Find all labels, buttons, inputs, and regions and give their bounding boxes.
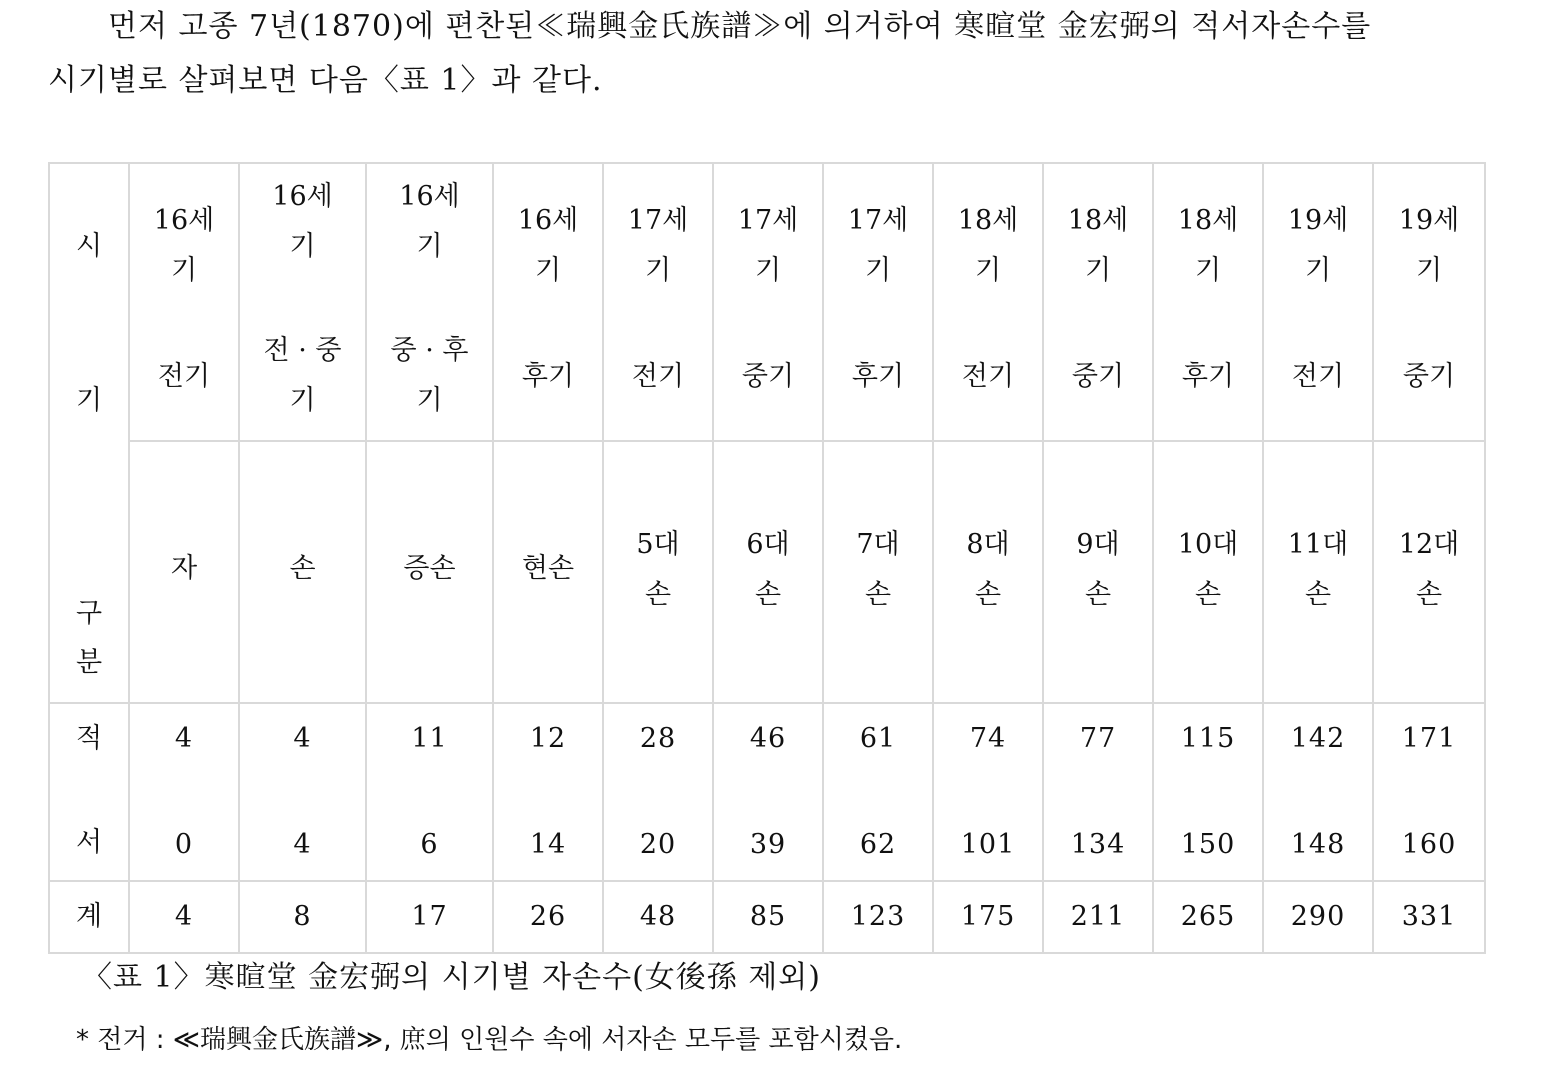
intro-line-2: 시기별로 살펴보면 다음〈표 1〉과 같다.	[48, 63, 603, 98]
generation-text: 5대	[636, 529, 680, 560]
generation-text: 11대	[1287, 529, 1349, 560]
period-text: 전기	[631, 361, 685, 392]
period-text: 중 · 후	[390, 335, 469, 366]
jeokseo-cell	[1373, 703, 1485, 881]
label-si: 시	[75, 231, 103, 262]
jeok-value: 4	[174, 723, 194, 754]
period-text: 전기	[157, 361, 211, 392]
seo-value: 20	[639, 829, 677, 860]
century-text: 18세	[1177, 205, 1239, 236]
seo-value: 39	[749, 829, 787, 860]
total-value: 175	[933, 881, 1043, 953]
label-jeok: 적	[75, 723, 103, 754]
jeok-value: 77	[1079, 723, 1117, 754]
generation-suffix: 손	[1415, 579, 1443, 610]
period-cell	[933, 163, 1043, 441]
century-text: 16세	[517, 205, 579, 236]
period-suffix: 기	[416, 385, 443, 416]
seo-value: 101	[960, 829, 1016, 860]
period-cell	[493, 163, 603, 441]
total-value: 17	[366, 881, 493, 953]
century-suffix: 기	[1304, 255, 1332, 286]
century-suffix: 기	[416, 231, 443, 262]
generation-cell	[1153, 441, 1263, 703]
total-value: 85	[713, 881, 823, 953]
period-cell	[603, 163, 713, 441]
century-suffix: 기	[864, 255, 892, 286]
period-cell	[823, 163, 933, 441]
generation-cell	[933, 441, 1043, 703]
total-value: 4	[129, 881, 239, 953]
period-row	[49, 163, 1485, 441]
generation-suffix: 손	[1304, 579, 1332, 610]
period-text: 중기	[1402, 361, 1456, 392]
century-suffix: 기	[170, 255, 198, 286]
seo-value: 160	[1401, 829, 1457, 860]
century-text: 18세	[1067, 205, 1129, 236]
generation-text: 6대	[746, 529, 790, 560]
generation-cell	[1373, 441, 1485, 703]
generation-text: 12대	[1398, 529, 1460, 560]
period-text: 전기	[961, 361, 1015, 392]
jeokseo-cell	[493, 703, 603, 881]
generation-text: 10대	[1177, 529, 1239, 560]
century-suffix: 기	[974, 255, 1002, 286]
total-value: 290	[1263, 881, 1373, 953]
jeok-value: 142	[1290, 723, 1346, 754]
total-row	[49, 881, 1485, 953]
total-value: 48	[603, 881, 713, 953]
period-cell	[239, 163, 366, 441]
jeokseo-cell	[239, 703, 366, 881]
generation-text: 현손	[521, 553, 575, 584]
period-text: 후기	[521, 361, 575, 392]
century-text: 18세	[957, 205, 1019, 236]
century-suffix: 기	[754, 255, 782, 286]
source-note: * 전거 : ≪瑞興金氏族譜≫, 庶의 인원수 속에 서자손 모두를 포함시켰음.	[76, 1025, 903, 1055]
generation-suffix: 손	[1084, 579, 1112, 610]
generation-suffix: 손	[754, 579, 782, 610]
generation-suffix: 손	[1194, 579, 1222, 610]
jeokseo-cell	[603, 703, 713, 881]
seo-value: 14	[529, 829, 567, 860]
intro-paragraph	[48, 0, 1508, 108]
century-text: 19세	[1398, 205, 1460, 236]
century-suffix: 기	[289, 231, 316, 262]
period-text: 전 · 중	[263, 335, 342, 366]
total-value: 26	[493, 881, 603, 953]
generation-text: 손	[289, 553, 316, 584]
period-cell	[1373, 163, 1485, 441]
jeokseo-cell	[1043, 703, 1153, 881]
generation-cell	[1263, 441, 1373, 703]
century-suffix: 기	[534, 255, 562, 286]
period-cell	[366, 163, 493, 441]
generation-cell	[1043, 441, 1153, 703]
century-suffix: 기	[1194, 255, 1222, 286]
seo-value: 4	[293, 829, 312, 860]
label-gu: 구	[75, 598, 103, 629]
generation-suffix: 손	[644, 579, 672, 610]
jeokseo-cell	[1263, 703, 1373, 881]
century-text: 17세	[847, 205, 909, 236]
generation-text: 9대	[1076, 529, 1120, 560]
generation-text: 7대	[856, 529, 900, 560]
generation-cell	[713, 441, 823, 703]
generation-suffix: 손	[974, 579, 1002, 610]
generation-cell	[823, 441, 933, 703]
jeokseo-cell	[1153, 703, 1263, 881]
seo-value: 62	[859, 829, 897, 860]
table-caption: 〈표 1〉寒暄堂 金宏弼의 시기별 자손수(女後孫 제외)	[82, 960, 821, 995]
century-suffix: 기	[1084, 255, 1112, 286]
century-suffix: 기	[644, 255, 672, 286]
jeok-value: 61	[859, 723, 897, 754]
jeokseo-cell	[366, 703, 493, 881]
generation-cell	[366, 441, 493, 703]
seo-value: 148	[1290, 829, 1346, 860]
period-category-header	[49, 163, 129, 703]
period-text: 중기	[741, 361, 795, 392]
period-text: 후기	[851, 361, 905, 392]
period-text: 중기	[1071, 361, 1125, 392]
period-text: 전기	[1291, 361, 1345, 392]
jeok-value: 74	[969, 723, 1007, 754]
century-text: 19세	[1287, 205, 1349, 236]
generation-row	[49, 441, 1485, 703]
label-gye: 계	[49, 881, 129, 953]
total-value: 8	[239, 881, 366, 953]
label-gi: 기	[75, 385, 103, 416]
seo-value: 6	[420, 829, 439, 860]
total-value: 211	[1043, 881, 1153, 953]
jeok-value: 11	[411, 723, 448, 754]
period-suffix: 기	[289, 385, 316, 416]
generation-text: 증손	[403, 553, 456, 584]
descendants-table	[48, 162, 1486, 954]
jeok-value: 115	[1180, 723, 1236, 754]
century-suffix: 기	[1415, 255, 1443, 286]
period-cell	[1153, 163, 1263, 441]
jeokseo-cell	[129, 703, 239, 881]
generation-text: 자	[170, 553, 198, 584]
period-cell	[1263, 163, 1373, 441]
century-text: 17세	[627, 205, 689, 236]
generation-cell	[129, 441, 239, 703]
jeok-value: 12	[529, 723, 567, 754]
generation-cell	[603, 441, 713, 703]
century-text: 16세	[399, 181, 460, 212]
jeokseo-cell	[823, 703, 933, 881]
jeokseo-cell	[713, 703, 823, 881]
period-cell	[713, 163, 823, 441]
generation-text: 8대	[966, 529, 1010, 560]
generation-suffix: 손	[864, 579, 892, 610]
jeokseo-cell	[933, 703, 1043, 881]
seo-value: 134	[1070, 829, 1126, 860]
century-text: 16세	[153, 205, 215, 236]
label-bun: 분	[75, 647, 103, 678]
century-text: 17세	[737, 205, 799, 236]
seo-value: 0	[174, 829, 194, 860]
generation-cell	[493, 441, 603, 703]
period-cell	[1043, 163, 1153, 441]
century-text: 16세	[272, 181, 333, 212]
jeok-value: 171	[1401, 723, 1457, 754]
total-value: 265	[1153, 881, 1263, 953]
label-seo: 서	[75, 827, 103, 858]
intro-line-1: 먼저 고종 7년(1870)에 편찬된≪瑞興金氏族譜≫에 의거하여 寒暄堂 金宏弼의 적서자손수를	[108, 9, 1372, 44]
total-value: 331	[1373, 881, 1485, 953]
jeok-value: 4	[293, 723, 312, 754]
generation-cell	[239, 441, 366, 703]
jeok-value: 28	[639, 723, 677, 754]
jeokseo-row	[49, 703, 1485, 881]
period-cell	[129, 163, 239, 441]
total-value: 123	[823, 881, 933, 953]
period-text: 후기	[1181, 361, 1235, 392]
jeokseo-header	[49, 703, 129, 881]
jeok-value: 46	[749, 723, 787, 754]
seo-value: 150	[1180, 829, 1236, 860]
